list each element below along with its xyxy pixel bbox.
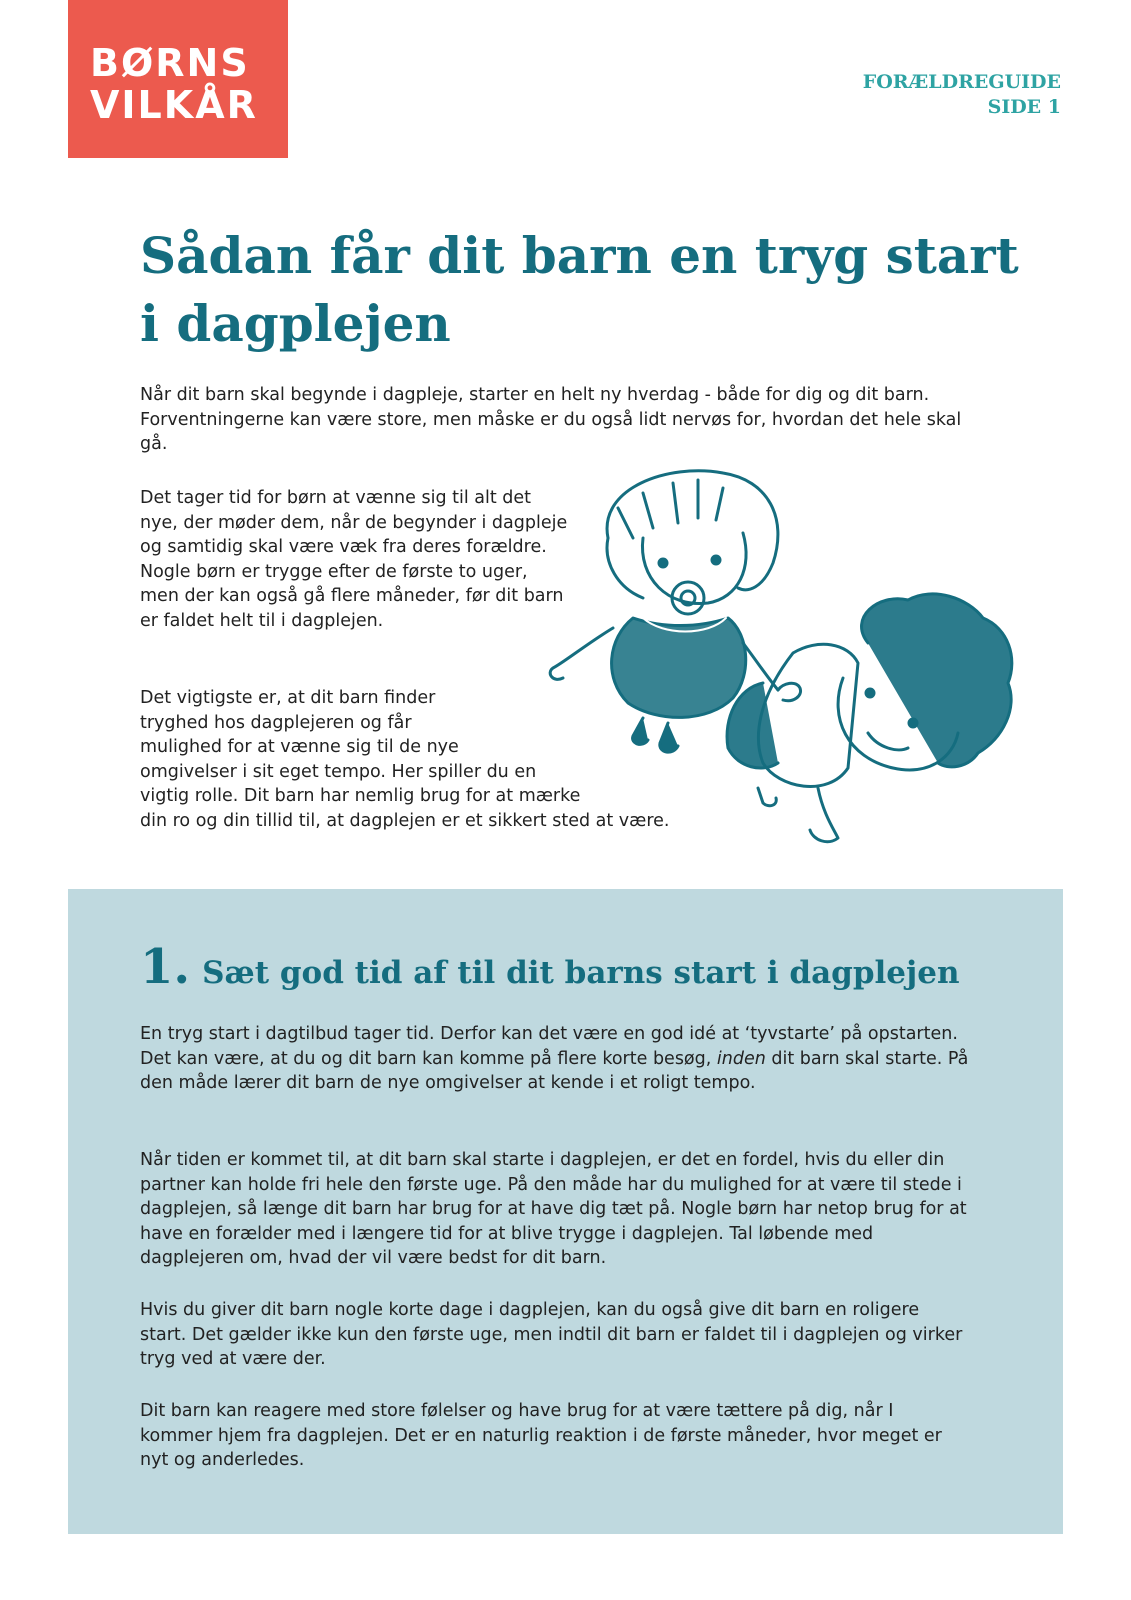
- page-title: Sådan får dit barn en tryg start i dagplejen: [140, 226, 1019, 353]
- adjustment-paragraph: Det tager tid for børn at vænne sig til alt det nye, der møder dem, når de begynder i dagpleje og samtidig skal være væk fra deres forældre. Nogle børn er trygge efter de første to uger, men der kan også gå flere måneder, før dit barn er faldet helt til i dagplejen.: [140, 488, 568, 631]
- page-label: SIDE 1: [987, 96, 1061, 118]
- section-paragraph-1: [140, 1022, 970, 1096]
- section-heading: [140, 939, 960, 995]
- page-header: [863, 70, 1061, 120]
- importance-line: din ro og din tillid til, at dagplejen er et sikkert sted at være.: [140, 810, 670, 831]
- logo-line-2: VILKÅR: [90, 83, 258, 127]
- section-p1-text-end: dit barn skal starte. På den måde lærer dit barn de nye omgivelser at kende i et roligt tempo.: [140, 1048, 969, 1093]
- brand-logo: [68, 0, 288, 158]
- logo-line-1: BØRNS: [90, 41, 250, 85]
- section-paragraph-2: Når tiden er kommet til, at dit barn skal starte i dagplejen, er det en fordel, hvis du eller din partner kan holde fri hele den første uge. På den måde har du mulighed for at være til stede i dagplejen, så længe dit barn har brug for at have dig tæt på. Nogle børn har netop brug for at have en forælder med i længere tid for at blive trygge i dagplejen. Tal løbende med dagplejeren om, hvad der vil være bedst for dit barn.: [140, 1150, 967, 1268]
- intro-paragraph: Når dit barn skal begynde i dagpleje, starter en helt ny hverdag - både for dig og dit barn. Forventningerne kan være store, men måske er du også lidt nervøs for, hvordan det hele skal gå.: [140, 385, 962, 454]
- importance-line: vigtig rolle. Dit barn har nemlig brug for at mærke: [140, 786, 581, 806]
- importance-line: mulighed for at vænne sig til de nye: [140, 737, 459, 757]
- section-paragraph-4: Dit barn kan reagere med store følelser og have brug for at være tættere på dig, når I kommer hjem fra dagplejen. Det er en naturlig reaktion i de første måneder, hvor meget er nyt og anderledes.: [140, 1401, 942, 1470]
- section-p1-emphasis: inden: [716, 1048, 766, 1069]
- section-number: 1.: [140, 939, 191, 995]
- section-title: Sæt god tid af til dit barns start i dagplejen: [202, 955, 960, 991]
- section-p1-text: En tryg start i dagtilbud tager tid. Derfor kan det være en god idé at ‘tyvstarte’ på opstarten. Det kan være, at du og dit barn kan komme på flere korte besøg,: [140, 1024, 958, 1069]
- importance-line: omgivelser i sit eget tempo. Her spiller du en: [140, 761, 537, 782]
- section-paragraph-3: Hvis du giver dit barn nogle korte dage i dagplejen, kan du også give dit barn en roligere start. Det gælder ikke kun den første uge, men indtil dit barn er faldet til i dagplejen og virker tryg ved at være der.: [140, 1300, 963, 1369]
- children-illustration: [548, 468, 1048, 868]
- importance-line: tryghed hos dagplejeren og får: [140, 712, 412, 733]
- importance-line: Det vigtigste er, at dit barn finder: [140, 688, 436, 708]
- guide-label: FORÆLDREGUIDE: [862, 71, 1061, 93]
